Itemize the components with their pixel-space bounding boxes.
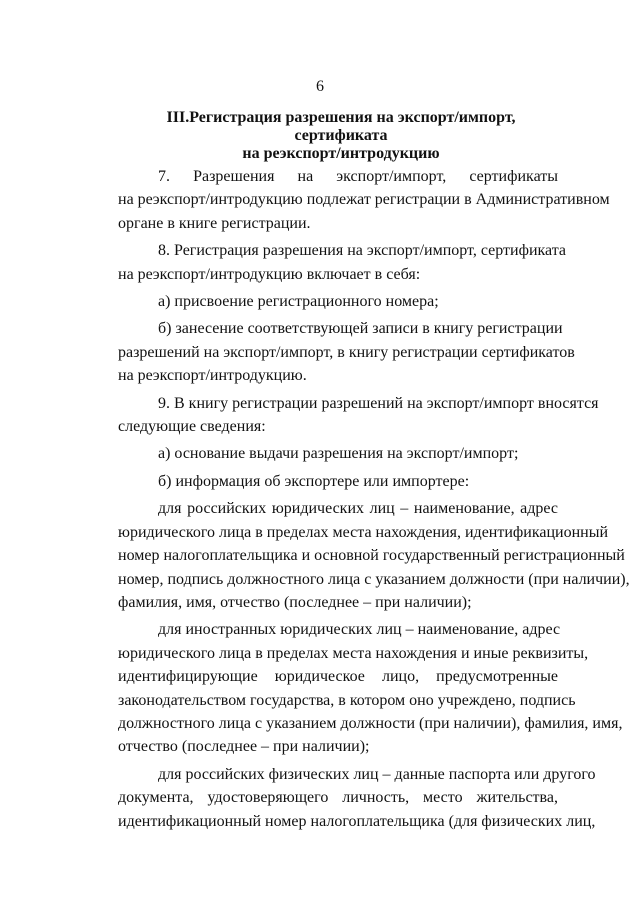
paragraph-p9a: [118, 442, 558, 465]
paragraph-p7: [118, 165, 610, 235]
paragraph-line: разрешений на экспорт/импорт, в книгу регистрации сертификатов: [118, 343, 575, 361]
page-number: 6: [316, 78, 324, 95]
paragraph-line: б) занесение соответствующей записи в книгу регистрации: [158, 320, 563, 338]
paragraph-line: юридического лица в пределах места нахождения и иные реквизиты,: [118, 644, 589, 662]
paragraph-line: органе в книге регистрации.: [118, 214, 311, 232]
paragraph-p9b3: [118, 763, 596, 833]
paragraph-line: законодательством государства, в котором оно учреждено, подпись: [118, 691, 576, 709]
paragraph-p8a: [118, 290, 558, 313]
paragraph-line: для российских физических лиц – данные паспорта или другого: [158, 765, 596, 783]
paragraph-line: для российских юридических лиц – наименование, адрес: [158, 500, 558, 518]
section-heading: [118, 109, 564, 163]
paragraph-line: 8. Регистрация разрешения на экспорт/импорт, сертификата: [158, 242, 567, 260]
paragraph-line: юридического лица в пределах места нахождения, идентификационный: [118, 523, 609, 541]
paragraph-line: идентифицирующие юридическое лицо, предусмотренные: [118, 668, 558, 686]
paragraph-line: номер налогоплательщика и основной государственный регистрационный: [118, 547, 625, 565]
paragraph-line: фамилия, имя, отчество (последнее – при наличии);: [118, 593, 472, 611]
paragraph-p9b: [118, 470, 558, 493]
paragraph-line: на реэкспорт/интродукцию подлежат регистрации в Административном: [118, 191, 610, 209]
paragraph-line: а) основание выдачи разрешения на экспорт/импорт;: [158, 445, 519, 463]
paragraph-line: 7. Разрешения на экспорт/импорт, сертификаты: [158, 168, 558, 185]
paragraph-p9b2: [118, 618, 623, 758]
paragraph-p9: [118, 392, 599, 439]
paragraph-line: на реэкспорт/интродукцию.: [118, 367, 307, 385]
paragraph-line: 9. В книгу регистрации разрешений на экспорт/импорт вносятся: [158, 394, 599, 412]
paragraph-line: документа, удостоверяющего личность, место жительства,: [118, 789, 558, 807]
paragraph-gap: [118, 833, 558, 837]
paragraph-line: б) информация об экспортере или импортере:: [158, 472, 470, 490]
paragraph-line: для иностранных юридических лиц – наименование, адрес: [158, 621, 561, 639]
paragraph-p8b: [118, 317, 575, 387]
paragraph-line: идентификационный номер налогоплательщика (для физических лиц,: [118, 812, 596, 830]
paragraph-line: следующие сведения:: [118, 418, 266, 436]
paragraph-line: а) присвоение регистрационного номера;: [158, 293, 439, 311]
section-heading-line-2: на реэкспорт/интродукцию: [242, 145, 440, 162]
document-body: [118, 165, 630, 837]
paragraph-line: отчество (последнее – при наличии);: [118, 738, 370, 756]
paragraph-line: должностного лица с указанием должности (при наличии), фамилия, имя,: [118, 714, 623, 732]
paragraph-p9b1: [118, 497, 630, 614]
section-heading-line-1: III.Регистрация разрешения на экспорт/импорт, сертификата: [166, 109, 516, 144]
paragraph-line: на реэкспорт/интродукцию включает в себя:: [118, 265, 421, 283]
paragraph-line: номер, подпись должностного лица с указанием должности (при наличии),: [118, 570, 630, 588]
paragraph-p8: [118, 239, 567, 286]
